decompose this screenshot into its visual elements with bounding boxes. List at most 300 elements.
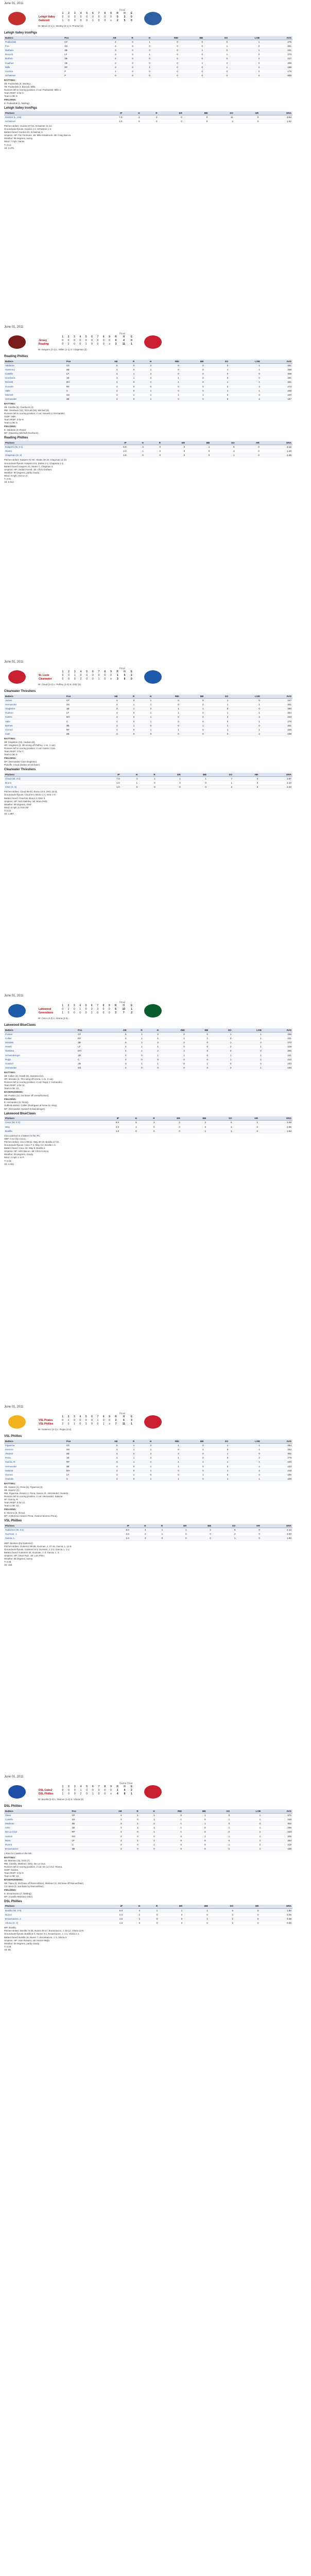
stat-cell: SS [65,702,94,706]
column-header[interactable]: ER [159,111,183,115]
column-header[interactable]: Pos [77,1028,104,1032]
stat-cell: 5.0 [99,1908,124,1912]
inning-score: 0 [108,1011,110,1014]
stat-cell: 0 [145,453,162,457]
column-header[interactable]: SO [209,1905,234,1909]
home-team-name[interactable]: DSL Phillies [39,1792,54,1795]
column-header[interactable]: RBI [152,1439,180,1444]
player-name-link[interactable]: Stutes [4,449,94,453]
column-header[interactable]: BB [180,1439,205,1444]
column-header[interactable]: RBI [156,1809,183,1814]
stat-cell: 2.20 [259,785,292,789]
column-header[interactable]: R [123,1809,140,1814]
column-header[interactable]: H [130,1524,147,1528]
player-name-link[interactable]: Castillo [4,372,65,376]
stat-cell: 1 [135,698,152,702]
notes-line: Weather: 84 degrees, partly cloudy. [4,1942,40,1945]
home-team-name[interactable]: Clearwater [39,677,52,681]
column-header[interactable]: R [147,1524,164,1528]
player-name-link[interactable]: Singleton [4,707,65,711]
column-header[interactable]: Pos [65,360,94,364]
linescore-header [38,12,135,15]
stat-cell: 0 [120,1129,138,1133]
stat-cell: 0 [128,453,145,457]
stat-cell: 1 [152,728,180,732]
stat-cell: 1 [164,1528,187,1532]
player-name-link[interactable]: Kaaihue [4,61,63,65]
away-team-name[interactable]: VSL Pirates [39,1418,53,1422]
notes-heading: FIELDING: [4,426,16,429]
column-header[interactable]: BB [186,1028,209,1032]
inning-score: 1 [116,673,118,677]
column-header[interactable]: Pos [65,694,94,699]
column-header[interactable]: LOB [229,694,261,699]
player-name-link[interactable]: Susdorf [4,1062,77,1066]
column-header[interactable]: ER [159,1905,183,1909]
player-name-link[interactable]: Morales [4,1041,77,1045]
column-header[interactable]: HR [234,111,260,115]
column-header[interactable]: R [128,1028,144,1032]
player-name-link[interactable]: Mitchell [4,393,65,397]
inning-score: 0 [97,1011,99,1014]
away-team-name[interactable]: St. Lucie [39,673,49,677]
stat-cell: 1 [118,702,135,706]
column-header[interactable]: H [123,111,141,115]
column-header[interactable]: AVG [263,1028,292,1032]
column-header[interactable]: ERA [261,441,292,445]
column-header[interactable]: AVG [261,360,292,364]
inning-score: 0 [74,338,75,342]
column-header[interactable]: R [138,1116,156,1121]
column-header[interactable] [89,111,99,115]
player-name-link[interactable]: Castillo [4,1817,71,1821]
player-name-link[interactable]: Santos [4,1834,71,1838]
away-team-name[interactable]: Jersey [39,338,47,342]
column-header[interactable]: Batters [4,36,63,40]
player-name-link[interactable]: Salazar [4,1468,65,1472]
player-name-link[interactable]: Castro [4,715,65,719]
column-header[interactable]: HR [236,441,261,445]
stat-cell: 4 [94,1456,119,1460]
column-header[interactable] [85,1116,95,1121]
stat-cell: 0 [180,384,205,388]
stat-cell: 3B [77,1041,104,1045]
player-name-link[interactable]: Cain [4,732,65,736]
stat-cell: 4 [94,698,119,702]
stat-cell: 2 [120,1125,138,1129]
column-header[interactable]: ER [164,1524,187,1528]
column-header[interactable]: BB [183,1809,207,1814]
batting-table [4,36,292,78]
column-header[interactable]: R [118,360,135,364]
column-header[interactable]: ERA [260,1905,292,1909]
stat-cell: 0 [139,781,157,785]
column-header[interactable] [86,773,96,777]
column-header[interactable]: SO [209,111,234,115]
column-header[interactable]: AB [94,1439,119,1444]
player-name-link[interactable]: Schwimer [4,74,63,78]
column-header[interactable]: SO [211,441,235,445]
stat-cell: 0 [160,1066,186,1070]
column-header[interactable]: IP [99,1905,124,1909]
column-header[interactable]: H [134,36,151,40]
column-header[interactable]: ERA [260,111,292,115]
stat-cell: 1 [152,707,180,711]
stat-cell: 2 [208,785,233,789]
column-header[interactable]: Batters [4,1028,77,1032]
player-name-link[interactable]: Gordon (L, 4-5) [4,115,89,119]
column-header[interactable]: AB [104,1028,127,1032]
column-header[interactable]: ERA [259,1116,292,1121]
home-team-name[interactable]: Greensboro [39,1011,54,1014]
player-name-link[interactable]: Encarnacion [4,1847,71,1851]
home-team-name[interactable]: VSL Phillies [39,1422,54,1426]
home-team-name[interactable]: Reading [39,342,49,346]
column-header[interactable]: H [135,694,152,699]
notes-line: Groundouts-flyouts: Bonilla 5-3, Nunez 3-1, Encarnacion, J. 1-1, Viloria 1-1. [4,1933,80,1936]
player-name-link[interactable]: Valle [4,388,65,393]
player-name-link[interactable]: Hernandez [4,702,65,706]
column-header[interactable]: AVG [262,1809,292,1814]
column-header[interactable]: RBI [151,36,179,40]
table-header [4,1809,292,1814]
away-team-name[interactable]: DSL Cubs2 [39,1788,53,1792]
column-header[interactable]: BB [183,1905,209,1909]
player-name-link[interactable]: Encarnacion, J. [4,1917,89,1921]
player-name-link[interactable]: Alvarez [4,1452,65,1456]
column-header[interactable]: BB [180,694,205,699]
column-header[interactable]: BB [188,1524,212,1528]
stat-cell: 1 [124,1912,141,1917]
column-header[interactable]: Batters [4,360,65,364]
table-row [4,1917,292,1921]
column-header[interactable]: R [141,111,159,115]
player-name-link[interactable]: Cloud (W, 3-2) [4,776,86,781]
stat-cell: 2 [144,1049,160,1053]
column-header[interactable]: H [121,773,139,777]
column-header[interactable]: SO [208,773,233,777]
stat-cell: 187 [261,397,292,401]
player-name-link[interactable]: Moreno [4,1447,65,1451]
column-header[interactable]: BB [186,441,211,445]
player-name-link[interactable]: Rizzotti [4,380,65,384]
stat-cell: 261 [261,702,292,706]
player-name-link[interactable]: Schwindenger [4,1053,77,1057]
column-header[interactable]: RBI [152,360,180,364]
player-name-link[interactable]: Bonilla [4,1129,85,1133]
column-header[interactable]: IP [95,1116,120,1121]
column-header[interactable]: SO [205,694,230,699]
column-header[interactable]: BB [182,773,208,777]
notes-line: Umpires: HP: John Bacon. 1B: Chris Conroy. [4,1150,49,1153]
stat-cell: 1 [209,1041,232,1045]
player-name-link[interactable]: De La Cruz [4,1830,71,1834]
stat-cell: 0 [236,445,261,449]
player-name-link[interactable]: Chapman (S, 2) [4,453,94,457]
player-name-link[interactable]: Viloria (S, 3) [4,1921,89,1925]
column-header[interactable]: SO [207,1809,231,1814]
column-header[interactable]: R [118,694,135,699]
column-header[interactable] [94,441,103,445]
player-name-link[interactable]: Rivera [4,1843,71,1847]
stat-cell: 2 [232,1057,262,1061]
column-header[interactable]: R [118,1439,135,1444]
column-header[interactable]: H [120,1116,138,1121]
player-name-link[interactable]: Hernandez [4,1066,77,1070]
stat-cell: 1.84 [259,1129,292,1133]
column-header[interactable]: AB [94,360,119,364]
player-name-link[interactable]: Guzman, J. [4,1532,97,1536]
notes-line: T: 2:22. [4,809,12,812]
column-header[interactable]: RBI [160,1028,186,1032]
stat-cell: 1 [229,1460,261,1464]
player-name-link[interactable]: James [4,698,65,702]
player-name-link[interactable]: Valle [4,719,65,723]
away-team-name[interactable]: Lehigh Valley [39,15,55,19]
player-name-link[interactable]: Fox [4,44,63,48]
stat-cell: 0 [156,1843,183,1847]
player-name-link[interactable]: Pena [4,1456,65,1460]
stat-cell: 0 [118,397,135,401]
player-name-link[interactable]: Overbeck [4,376,65,380]
player-name-link[interactable]: Santana [4,1049,77,1053]
stat-cell: 1 [135,1468,152,1472]
stat-cell: 1 [231,1834,262,1838]
stat-cell: 0 [152,397,180,401]
player-name-link[interactable]: Bonilla (W, 2-0) [4,1908,89,1912]
column-header[interactable]: LOB [229,360,261,364]
stat-cell: 2 [140,1822,156,1826]
column-header[interactable]: Pitchers [4,1116,85,1121]
player-name-link[interactable]: Gomez [4,1473,65,1477]
column-header[interactable]: Pos [65,1439,94,1444]
column-header[interactable]: ERA [261,1524,292,1528]
notes-line: 1-Ran for Castillo in the 8th. [4,1852,32,1855]
column-header[interactable]: SO [204,36,229,40]
column-header[interactable]: ER [156,1116,181,1121]
player-name-link[interactable]: Valderas [4,363,65,367]
inning-header: 5 [85,335,87,338]
column-header[interactable]: H [135,1439,152,1444]
stat-cell: 0 [180,1443,205,1447]
away-linescore-row [38,15,135,19]
player-name-link[interactable]: Hewitt [4,1045,77,1049]
column-header[interactable]: SO [207,1116,233,1121]
stat-cell: 0 [123,1817,140,1821]
stat-cell: 1 [205,1468,230,1472]
stat-cell: 0 [118,363,135,367]
column-header[interactable]: Pos [63,36,92,40]
column-header[interactable]: Pos [71,1809,98,1814]
stat-cell: 0 [145,449,162,453]
inning-score: 0 [79,338,81,342]
stat-cell: LF [77,1045,104,1049]
column-header[interactable]: R [139,773,157,777]
column-header[interactable] [97,1524,107,1528]
player-name-link[interactable]: Ortiz [4,1826,71,1830]
column-header[interactable]: AB [93,36,117,40]
player-name-link[interactable]: Schwimer [4,119,89,123]
player-name-link[interactable]: Nunez [4,1912,89,1917]
player-name-link[interactable]: Pointer [4,1032,77,1036]
linescore-panel [6,1782,295,1803]
column-header[interactable]: BB [179,36,204,40]
column-header[interactable]: Batters [4,1809,71,1814]
column-header[interactable]: H [135,360,152,364]
stat-cell: 0 [205,397,230,401]
player-name-link[interactable]: Garcia, R. [4,1460,65,1464]
column-header[interactable] [89,1905,99,1909]
column-header[interactable]: BB [181,1116,207,1121]
player-name-link[interactable]: Podsednik [4,40,63,44]
player-name-link[interactable]: Bocock [4,53,63,57]
table-row [4,1452,292,1456]
player-name-link[interactable]: Bruno [4,781,86,785]
player-name-link[interactable]: Hernandez [4,1464,65,1468]
player-name-link[interactable]: Martinez [4,1822,71,1826]
column-header[interactable]: IP [96,773,121,777]
stat-cell: 0 [123,1830,140,1834]
player-name-link[interactable]: Gomez [4,728,65,732]
column-header[interactable]: IP [103,441,128,445]
away-team-name[interactable]: Lakewood [39,1007,51,1011]
column-header[interactable]: Pitchers [4,1524,97,1528]
column-header[interactable]: R [141,1905,159,1909]
column-header[interactable]: H [140,1809,156,1814]
column-header[interactable]: RBI [152,694,180,699]
column-header[interactable]: R [145,441,162,445]
column-header[interactable]: Batters [4,1439,65,1444]
stat-cell: 1.62 [260,119,292,123]
player-name-link[interactable]: Gordon [4,70,63,74]
column-header[interactable]: AVG [261,36,292,40]
notes-heading: BATTING: [4,403,16,406]
stat-cell: 0 [160,1032,186,1036]
column-header[interactable]: Pitchers [4,441,94,445]
inning-header: R [114,1004,117,1007]
player-name-link[interactable]: Kaspers (W, 2-1) [4,445,94,449]
player-name-link[interactable]: Hovarth [4,384,65,388]
stat-cell: 0 [152,388,180,393]
stat-cell: 4 [93,57,117,61]
column-header[interactable]: H [128,441,145,445]
player-name-link[interactable]: Way [4,1125,85,1129]
linescore-panel [6,667,295,688]
column-header[interactable]: HR [233,773,259,777]
player-name-link[interactable]: Rupp [4,1057,77,1061]
column-header[interactable]: HR [233,1116,259,1121]
column-header[interactable]: SO [212,1524,236,1528]
column-header[interactable]: H [144,1028,160,1032]
player-name-link[interactable]: Figueroa [4,1443,65,1447]
column-header[interactable]: Pitchers [4,1905,89,1909]
stat-cell: 0 [93,74,117,78]
column-header[interactable]: SO [209,1028,232,1032]
column-header[interactable]: LOB [229,36,261,40]
column-header[interactable]: HR [236,1524,261,1528]
table-row [4,1045,292,1049]
stat-cell: CF [65,1443,94,1447]
column-header[interactable]: IP [107,1524,130,1528]
pitching-table [4,441,292,458]
stat-cell: 1 [229,719,261,723]
table-header [4,111,292,115]
notes-line: Team LOB: 10. [4,1087,20,1090]
stat-cell: 0 [151,65,179,69]
stat-cell: 2 [205,715,230,719]
player-name-link[interactable]: Ovando [4,1477,65,1481]
player-name-link[interactable]: Hudson [4,711,65,715]
player-name-link[interactable]: Cisco (W, 4-3) [4,1121,85,1125]
player-name-link[interactable]: Barnes [4,723,65,727]
column-header[interactable]: Pitchers [4,111,89,115]
column-header[interactable]: H [124,1905,141,1909]
column-header[interactable]: R [117,36,134,40]
column-header[interactable]: ER [157,773,182,777]
stat-cell: 0 [179,70,204,74]
inning-score: 0 [62,677,64,681]
notes-line: WP: Bonilla. [4,1926,16,1929]
stat-cell: 1 [207,1826,231,1830]
player-name-link[interactable]: Barbaro [4,48,63,53]
player-name-link[interactable]: Hernandez [4,397,65,401]
stat-cell: 0 [229,1473,261,1477]
player-name-link[interactable]: Ortiz (S, 5) [4,785,86,789]
stat-cell: 2.0 [95,1125,120,1129]
player-name-link[interactable]: Borbon [4,57,63,61]
notes-line: 2B: Podsednik (5, Worley). [4,82,31,85]
column-header[interactable]: HR [234,1905,260,1909]
column-header[interactable]: AB [99,1809,123,1814]
column-header[interactable]: Pitchers [4,773,86,777]
column-header[interactable]: ER [162,441,186,445]
player-name-link[interactable]: Garcia, L. [4,1536,97,1540]
player-name-link[interactable]: Gutierrez (W, 3-1) [4,1528,97,1532]
column-header[interactable]: LOB [232,1028,262,1032]
home-team-name[interactable]: Gwinnett [39,19,50,22]
stat-cell: 0 [180,1464,205,1468]
column-header[interactable]: Batters [4,694,65,699]
stat-cell: 0 [186,449,211,453]
column-header[interactable]: SO [205,1439,230,1444]
player-name-link[interactable]: Collier [4,1036,77,1040]
player-name-link[interactable]: Mills [4,65,63,69]
stat-cell: 2.0 [103,449,128,453]
column-header[interactable]: AVG [261,694,292,699]
stat-cell: 3B [65,1464,94,1468]
notes-line: Umpires: HP: Nick Mahrley. 1B: Brian Peltz. [4,800,48,803]
player-name-link[interactable]: Sweeney [4,367,65,371]
stat-cell: 0 [164,1536,187,1540]
column-header[interactable]: LOB [231,1809,262,1814]
stat-cell: 3 [94,393,119,397]
stat-cell: 0 [204,48,229,53]
stat-cell: 1.0 [98,119,123,123]
column-header[interactable]: SO [205,360,230,364]
column-header[interactable]: BB [183,111,209,115]
player-name-link[interactable]: Tineo [4,1813,71,1817]
stat-cell: 0 [152,1473,180,1477]
column-header[interactable]: LOB [229,1439,261,1444]
column-header[interactable]: ERA [259,773,292,777]
column-header[interactable]: AVG [261,1439,292,1444]
game-box [4,326,303,484]
stat-cell: 1B [63,61,92,65]
column-header[interactable]: AB [94,694,119,699]
column-header[interactable]: IP [98,111,123,115]
column-header[interactable]: BB [180,360,205,364]
player-name-link[interactable]: Mora [4,1838,71,1842]
